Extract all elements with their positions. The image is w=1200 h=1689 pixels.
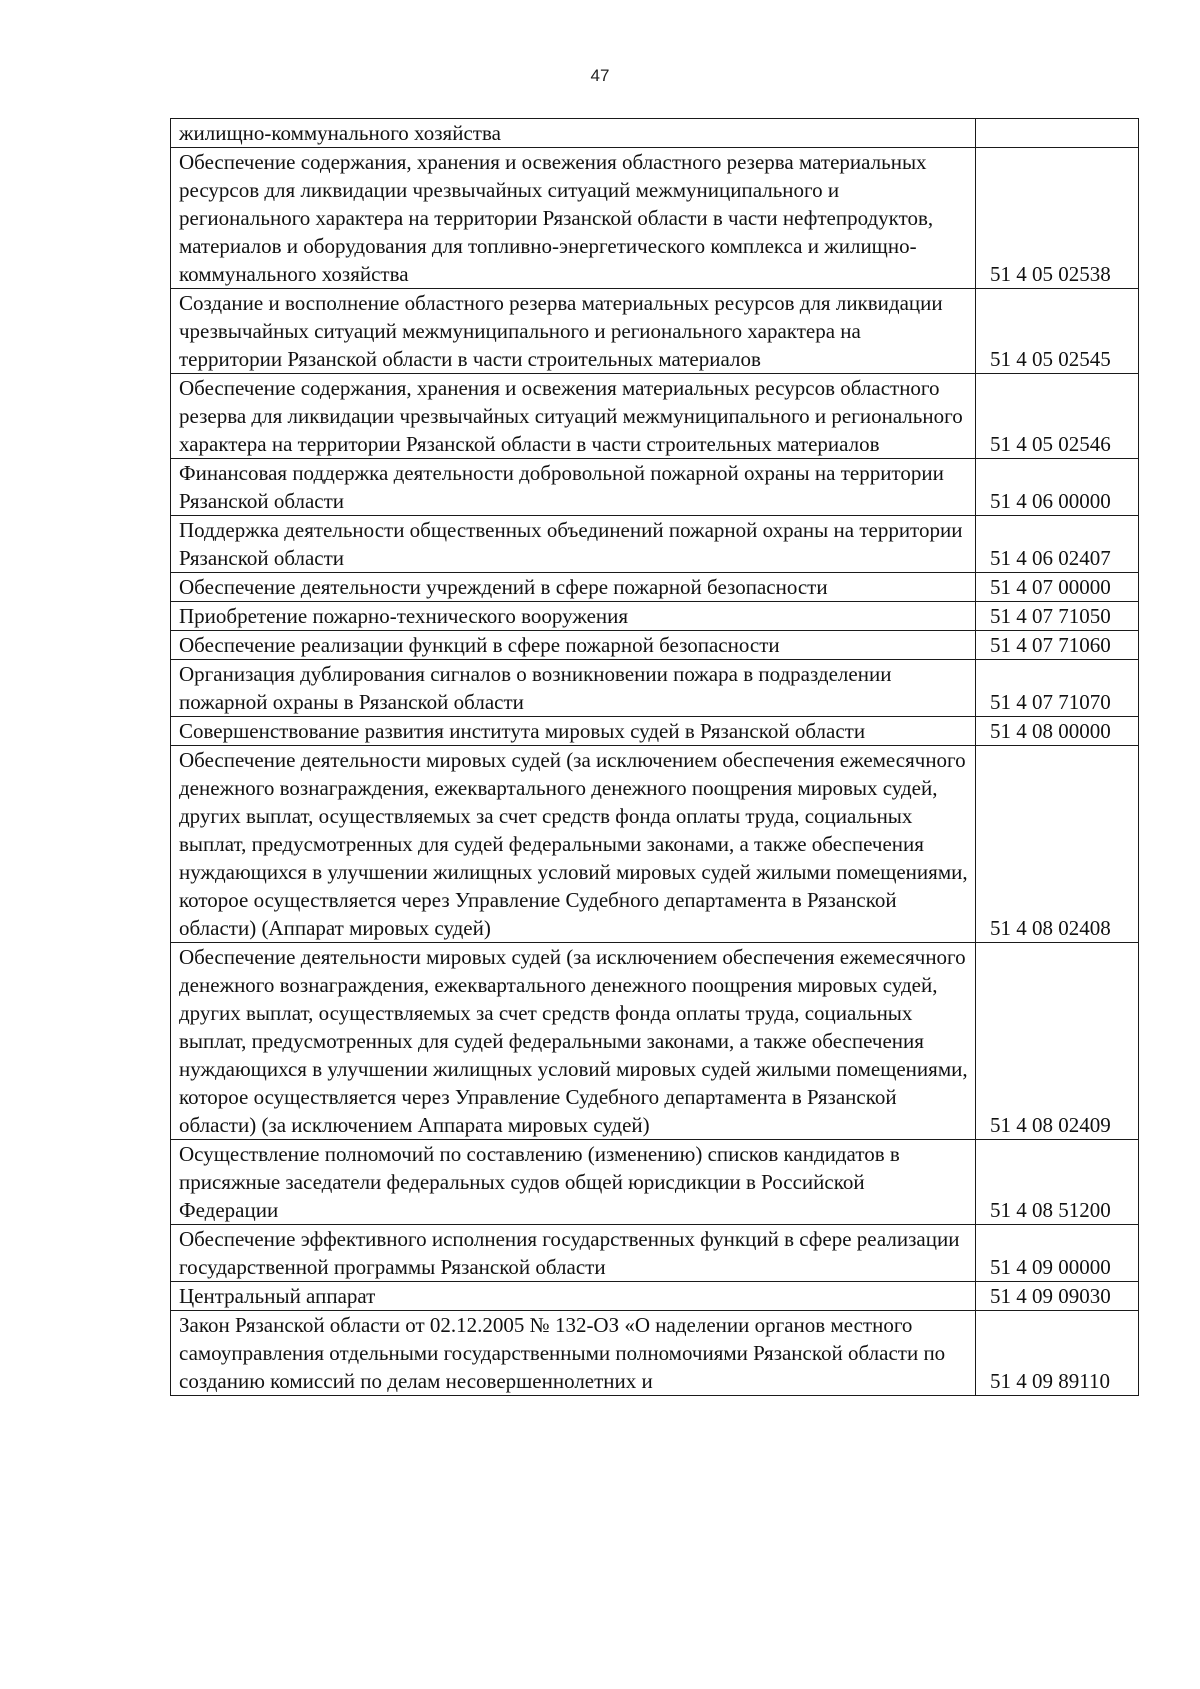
table-row bbox=[171, 516, 1139, 573]
row-name: Совершенствование развития института мировых судей в Рязанской области bbox=[171, 717, 976, 746]
row-code: 51 4 09 89110 bbox=[976, 1311, 1139, 1396]
table-row bbox=[171, 374, 1139, 459]
row-name: Создание и восполнение областного резерва материальных ресурсов для ликвидации чрезвычайных ситуаций межмуниципального и регионального характера на территории Рязанской области в части строительных материалов bbox=[171, 289, 976, 374]
table-row bbox=[171, 660, 1139, 717]
table-row bbox=[171, 746, 1139, 943]
row-code: 51 4 05 02546 bbox=[976, 374, 1139, 459]
row-name: Закон Рязанской области от 02.12.2005 № 132-ОЗ «О наделении органов местного самоуправления отдельными государственными полномочиями Рязанской области по созданию комиссий по делам несовершеннолетних и bbox=[171, 1311, 976, 1396]
row-code: 51 4 08 51200 bbox=[976, 1140, 1139, 1225]
table-row bbox=[171, 1311, 1139, 1396]
row-name: Обеспечение деятельности мировых судей (за исключением обеспечения ежемесячного денежного вознаграждения, ежеквартального денежного поощрения мировых судей, других выплат, осуществляемых за счет средств фонда оплаты труда, социальных выплат, предусмотренных для судей федеральными законами, а также обеспечения нуждающихся в улучшении жилищных условий мировых судей жилыми помещениями, которое осуществляется через Управление Судебного департамента в Рязанской области) (за исключением Аппарата мировых судей) bbox=[171, 943, 976, 1140]
table-row bbox=[171, 1282, 1139, 1311]
table-row bbox=[171, 1225, 1139, 1282]
row-code: 51 4 06 00000 bbox=[976, 459, 1139, 516]
row-name: Обеспечение деятельности учреждений в сфере пожарной безопасности bbox=[171, 573, 976, 602]
row-code: 51 4 08 00000 bbox=[976, 717, 1139, 746]
row-code bbox=[976, 119, 1139, 148]
row-code: 51 4 08 02409 bbox=[976, 943, 1139, 1140]
row-name: Обеспечение эффективного исполнения государственных функций в сфере реализации государственной программы Рязанской области bbox=[171, 1225, 976, 1282]
table-row bbox=[171, 459, 1139, 516]
table-row bbox=[171, 148, 1139, 289]
row-name: Осуществление полномочий по составлению (изменению) списков кандидатов в присяжные заседатели федеральных судов общей юрисдикции в Российской Федерации bbox=[171, 1140, 976, 1225]
row-name: Центральный аппарат bbox=[171, 1282, 976, 1311]
table-row bbox=[171, 602, 1139, 631]
table-row bbox=[171, 631, 1139, 660]
row-code: 51 4 08 02408 bbox=[976, 746, 1139, 943]
budget-classification-table bbox=[170, 118, 1139, 1396]
table-body bbox=[171, 119, 1139, 1396]
row-name: Обеспечение содержания, хранения и освежения материальных ресурсов областного резерва для ликвидации чрезвычайных ситуаций межмуниципального и регионального характера на территории Рязанской области в части строительных материалов bbox=[171, 374, 976, 459]
page-number: 47 bbox=[590, 66, 610, 85]
table-row bbox=[171, 119, 1139, 148]
row-name: Обеспечение содержания, хранения и освежения областного резерва материальных ресурсов для ликвидации чрезвычайных ситуаций межмуниципального и регионального характера на территории Рязанской области в части нефтепродуктов, материалов и оборудования для топливно-энергетического комплекса и жилищно-коммунального хозяйства bbox=[171, 148, 976, 289]
row-code: 51 4 06 02407 bbox=[976, 516, 1139, 573]
row-code: 51 4 07 00000 bbox=[976, 573, 1139, 602]
row-name: Организация дублирования сигналов о возникновении пожара в подразделении пожарной охраны в Рязанской области bbox=[171, 660, 976, 717]
row-name: Финансовая поддержка деятельности добровольной пожарной охраны на территории Рязанской области bbox=[171, 459, 976, 516]
row-name: Поддержка деятельности общественных объединений пожарной охраны на территории Рязанской области bbox=[171, 516, 976, 573]
table-row bbox=[171, 943, 1139, 1140]
table-row bbox=[171, 717, 1139, 746]
row-code: 51 4 07 71050 bbox=[976, 602, 1139, 631]
row-name: Обеспечение реализации функций в сфере пожарной безопасности bbox=[171, 631, 976, 660]
row-name: жилищно-коммунального хозяйства bbox=[171, 119, 976, 148]
row-code: 51 4 09 09030 bbox=[976, 1282, 1139, 1311]
row-code: 51 4 05 02545 bbox=[976, 289, 1139, 374]
row-code: 51 4 07 71070 bbox=[976, 660, 1139, 717]
row-name: Приобретение пожарно-технического вооружения bbox=[171, 602, 976, 631]
table-row bbox=[171, 573, 1139, 602]
table-row bbox=[171, 289, 1139, 374]
row-name: Обеспечение деятельности мировых судей (за исключением обеспечения ежемесячного денежного вознаграждения, ежеквартального денежного поощрения мировых судей, других выплат, осуществляемых за счет средств фонда оплаты труда, социальных выплат, предусмотренных для судей федеральными законами, а также обеспечения нуждающихся в улучшении жилищных условий мировых судей жилыми помещениями, которое осуществляется через Управление Судебного департамента в Рязанской области) (Аппарат мировых судей) bbox=[171, 746, 976, 943]
row-code: 51 4 09 00000 bbox=[976, 1225, 1139, 1282]
table-row bbox=[171, 1140, 1139, 1225]
row-code: 51 4 07 71060 bbox=[976, 631, 1139, 660]
row-code: 51 4 05 02538 bbox=[976, 148, 1139, 289]
